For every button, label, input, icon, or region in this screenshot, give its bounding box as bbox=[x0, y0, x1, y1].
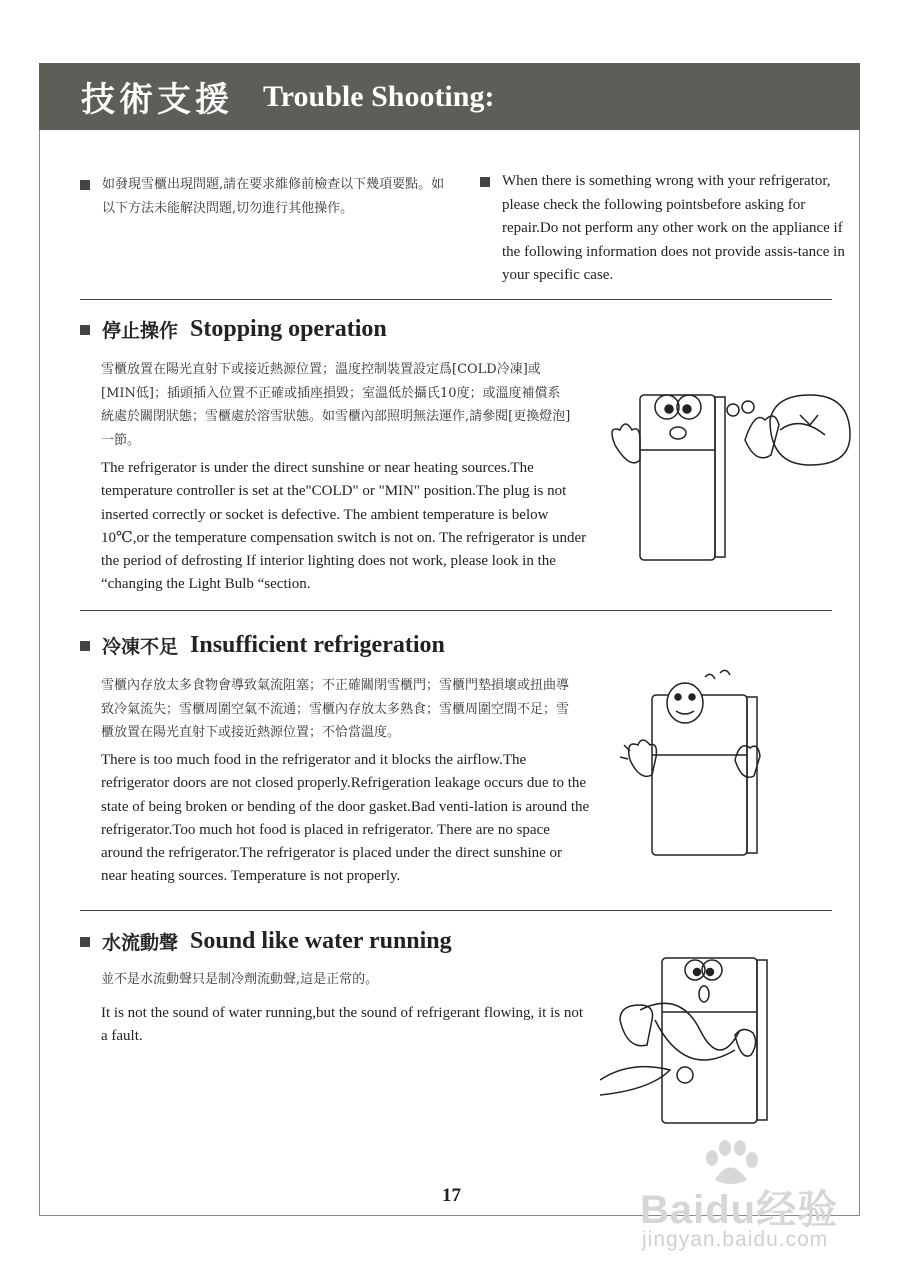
page-header bbox=[39, 63, 860, 130]
header-title-en: Trouble Shooting: bbox=[263, 79, 495, 113]
section-title-water-sound bbox=[80, 928, 452, 955]
square-bullet-icon bbox=[80, 325, 90, 335]
section-text-cn: 雪櫃內存放太多食物會導致氣流阻塞；不正確關閉雪櫃門；雪櫃門墊損壞或扭曲導致冷氣流失；雪櫃周圍空氣不流通；雪櫃內存放太多熟食；雪櫃周圍空間不足；雪櫃放置在陽光直射下或接近熱源位置；不恰當溫度。 bbox=[101, 678, 570, 740]
section-title-stopping bbox=[80, 316, 387, 343]
square-bullet-icon bbox=[80, 180, 90, 190]
section-text-en: The refrigerator is under the direct sunshine or near heating sources.The temperature controller is set at the"COLD" or "MIN" position.The plug is not inserted correctly or socket is defective. The ambient temperature is below 10℃,or the temperature compensation switch is not on. The refrigerator is under the period of defrosting If interior lighting does not work, please look in the “changing the Light Bulb “section. bbox=[101, 460, 587, 593]
baidu-watermark bbox=[640, 1140, 870, 1280]
section-title-insufficient bbox=[80, 632, 445, 659]
intro-en bbox=[480, 170, 860, 288]
section-divider bbox=[80, 610, 832, 611]
intro-en-text: When there is something wrong with your refrigerator, please check the following pointsbefore asking for repair.Do not perform any other work on the appliance if the following information does not provide assis-tance in your specific case. bbox=[502, 173, 845, 283]
fridge-warm-illustration bbox=[620, 665, 770, 865]
intro-cn bbox=[80, 173, 450, 221]
section-title-en: Stopping operation bbox=[190, 316, 387, 342]
square-bullet-icon bbox=[80, 937, 90, 947]
fridge-stethoscope-illustration bbox=[600, 950, 780, 1130]
square-bullet-icon bbox=[80, 641, 90, 651]
watermark-brand: Baidu经验 bbox=[640, 1188, 839, 1232]
section-title-cn: 停止操作 bbox=[102, 320, 179, 342]
section-text-cn: 並不是水流動聲只是制冷劑流動聲,這是正常的。 bbox=[101, 972, 379, 987]
section-title-en: Sound like water running bbox=[190, 928, 452, 954]
header-title-cn: 技術支援 bbox=[81, 80, 233, 120]
section-text-en: There is too much food in the refrigerator and it blocks the airflow.The refrigerator doors are not closed properly.Refrigeration leakage occurs due to the state of being broken or bending of the door gasket.Bad venti-lation is around the refrigerator.Too much hot food is placed in refrigerator. There are no space around the refrigerator.The refrigerator is placed under the direct sunshine or near heating sources. Temperature is not properly. bbox=[101, 752, 590, 885]
section-title-cn: 水流動聲 bbox=[102, 932, 179, 954]
intro-cn-text: 如發現雪櫃出現問題,請在要求維修前檢查以下幾項要點。如以下方法未能解決問題,切勿進行其他操作。 bbox=[102, 177, 445, 216]
square-bullet-icon bbox=[480, 177, 490, 187]
section-text-cn: 雪櫃放置在陽光直射下或接近熱源位置；溫度控制裝置設定爲[COLD冷凍]或[MIN低]；插頭插入位置不正確或插座損毀；室溫低於攝氏10度；或溫度補償系統處於關閉狀態；雪櫃處於溶雪狀態。如雪櫃內部照明無法運作,請參閱[更換燈泡]一節。 bbox=[101, 362, 571, 448]
fridge-cold-illustration bbox=[605, 375, 855, 565]
page-number: 17 bbox=[442, 1185, 461, 1206]
watermark-url: jingyan.baidu.com bbox=[642, 1228, 829, 1251]
section-divider bbox=[80, 299, 832, 300]
section-title-cn: 冷凍不足 bbox=[102, 636, 179, 658]
section-divider bbox=[80, 910, 832, 911]
section-title-en: Insufficient refrigeration bbox=[190, 632, 445, 658]
section-text-en: It is not the sound of water running,but the sound of refrigerant flowing, it is not a fault. bbox=[101, 1005, 583, 1045]
